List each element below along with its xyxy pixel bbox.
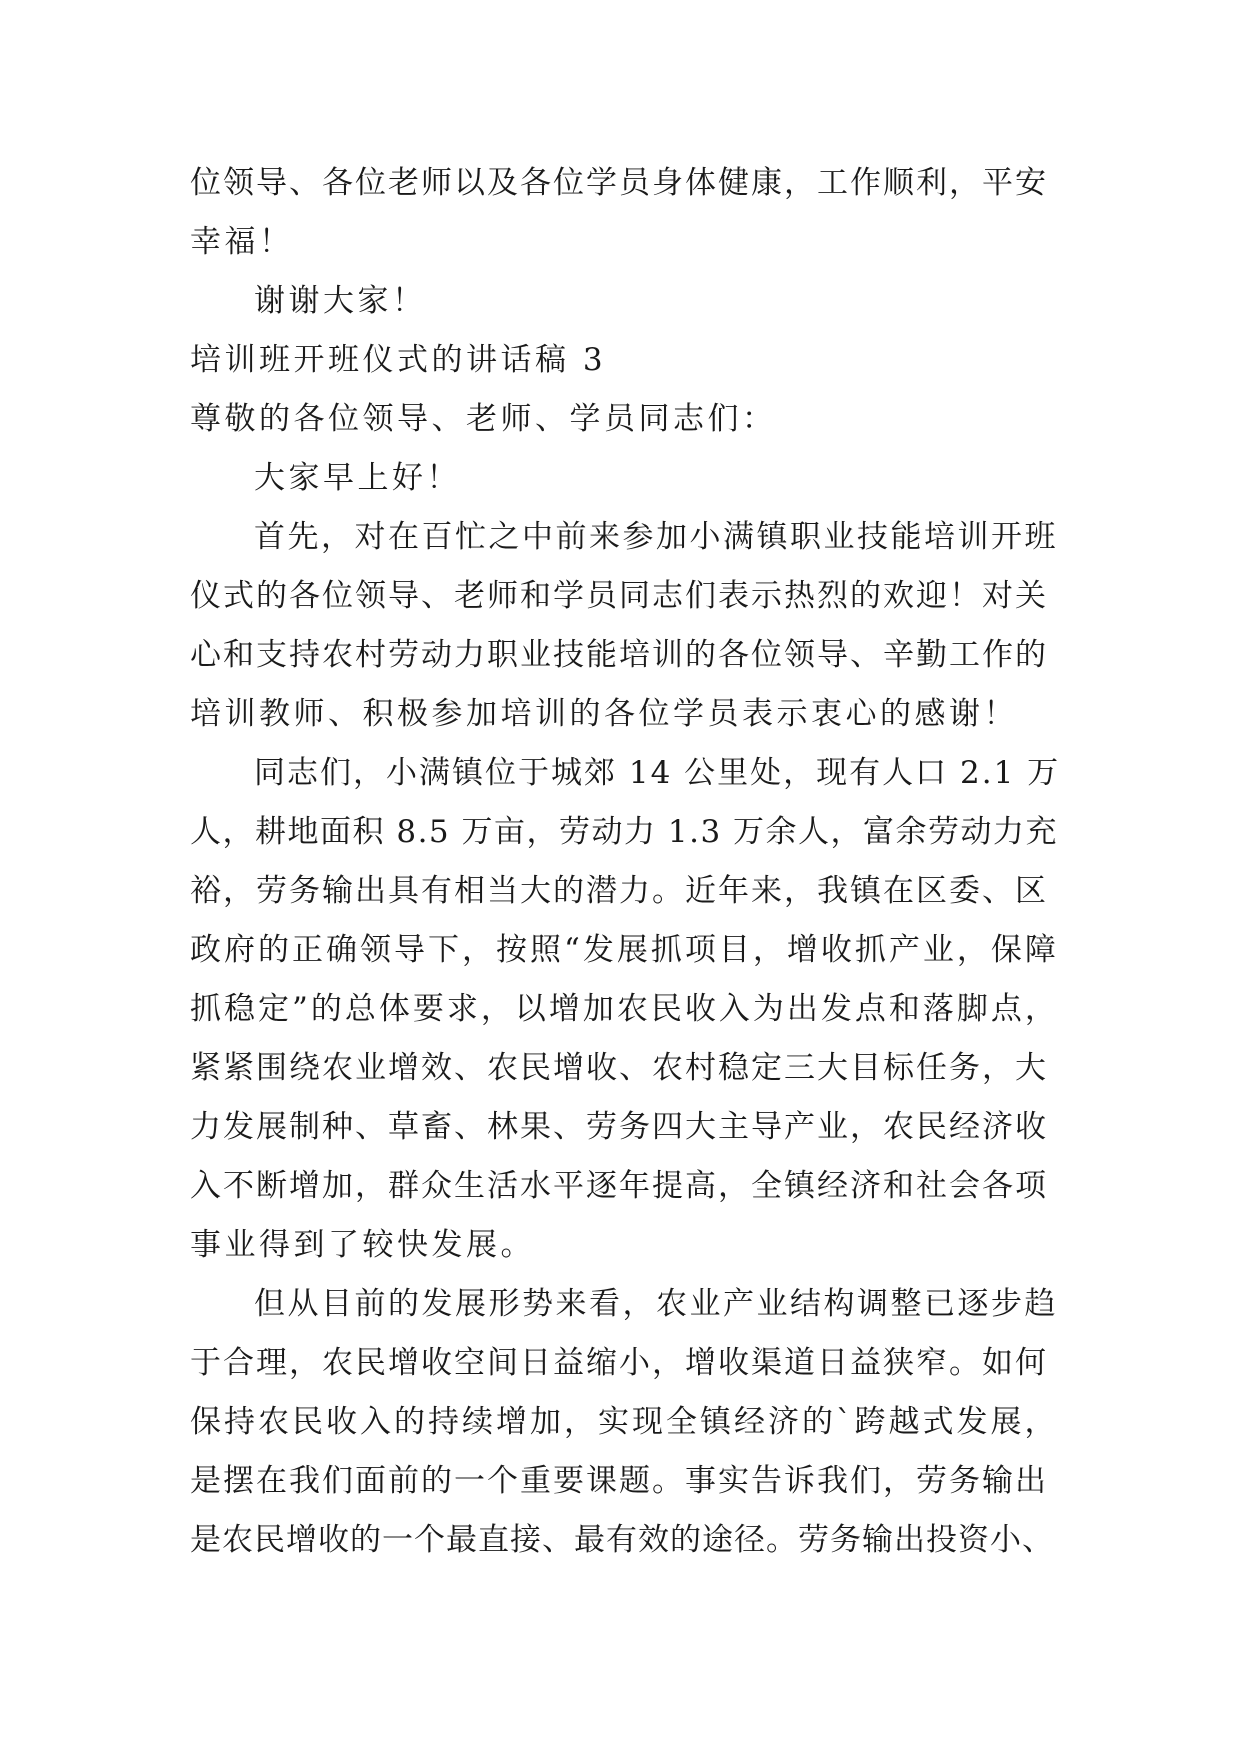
text-line: 大家早上好！ [254,460,461,496]
text-line: 是农民增收的一个最直接、最有效的途径。劳务输出投资小、 [190,1522,1054,1558]
text-line: 同志们，小满镇位于城郊 14 公里处，现有人口 2.1 万 [254,755,1061,791]
text-line: 心和支持农村劳动力职业技能培训的各位领导、辛勤工作的 [190,637,1048,673]
text-line: 入不断增加，群众生活水平逐年提高，全镇经济和社会各项 [190,1168,1048,1204]
text-line: 人，耕地面积 8.5 万亩，劳动力 1.3 万余人，富余劳动力充 [190,814,1059,850]
section-title: 培训班开班仪式的讲话稿 3 [190,342,607,378]
text-line: 紧紧围绕农业增效、农民增收、农村稳定三大目标任务，大 [190,1050,1048,1086]
text-line: 位领导、各位老师以及各位学员身体健康，工作顺利，平安 [190,165,1048,201]
text-line: 政府的正确领导下，按照“发展抓项目，增收抓产业，保障 [190,932,1059,968]
text-line: 是摆在我们面前的一个重要课题。事实告诉我们，劳务输出 [190,1463,1048,1499]
text-line: 但从目前的发展形势来看，农业产业结构调整已逐步趋 [254,1286,1058,1322]
text-line: 于合理，农民增收空间日益缩小，增收渠道日益狭窄。如何 [190,1345,1048,1381]
text-line: 首先，对在百忙之中前来参加小满镇职业技能培训开班 [254,519,1058,555]
document-body [190,154,1060,1570]
text-line: 力发展制种、草畜、林果、劳务四大主导产业，农民经济收 [190,1109,1048,1145]
text-line: 谢谢大家！ [254,283,427,319]
salutation: 尊敬的各位领导、老师、学员同志们： [190,401,777,437]
text-line: 幸福！ [190,224,294,260]
text-line: 抓稳定”的总体要求，以增加农民收入为出发点和落脚点， [190,991,1059,1027]
text-line: 仪式的各位领导、老师和学员同志们表示热烈的欢迎！对关 [190,578,1048,614]
text-line: 培训教师、积极参加培训的各位学员表示衷心的感谢！ [190,696,1018,732]
text-line: 事业得到了较快发展。 [190,1227,535,1263]
text-line: 保持农民收入的持续增加，实现全镇经济的`跨越式发展， [190,1404,1059,1440]
text-line: 裕，劳务输出具有相当大的潜力。近年来，我镇在区委、区 [190,873,1048,909]
